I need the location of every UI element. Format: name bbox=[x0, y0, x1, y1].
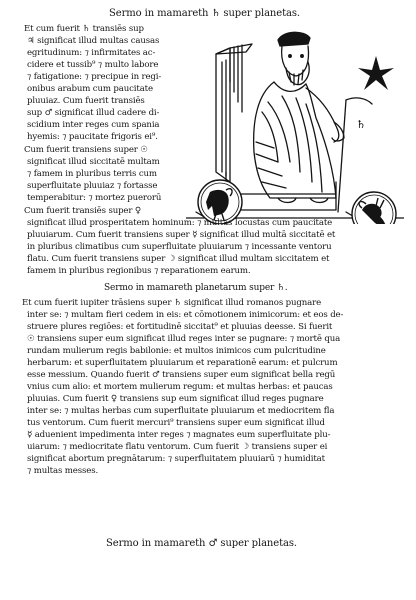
text-line: flatu. Cum fuerit transiens super ☽ significat illud multam siccitatem et bbox=[27, 254, 330, 264]
text-line: uiarum: ⁊ mediocritate flatu ventorum. Cum fuerit ☽ transiens super ei bbox=[27, 442, 328, 452]
section-subheading: Sermo in mamareth planetarum super ♄. bbox=[104, 283, 288, 293]
text-line: herbarum: et superfluitatem pluuiarum et reparationē earum: et pulcrum bbox=[27, 358, 338, 368]
text-line: significat illud siccitatē multam bbox=[27, 157, 160, 167]
text-line: temperabitur: ⁊ mortez puerorū bbox=[27, 193, 162, 203]
text-line: onibus arabum cum paucitate bbox=[27, 84, 153, 94]
text-line: sup ♂ significat illud cadere di- bbox=[27, 108, 160, 118]
text-line: Et cum fuerit iupiter trāsiens super ♄ significat illud romanos pugnare bbox=[22, 298, 322, 308]
text-line: Cum fuerit transiens super ☉ bbox=[24, 145, 148, 155]
text-line: ☿ aduenient impedimenta inter reges ⁊ magnates eum superfluitate plu- bbox=[27, 430, 331, 440]
woodcut-illustration bbox=[186, 22, 404, 224]
text-line: significat abortum pregnātarum: ⁊ superfluitatem pluuiarū ⁊ humiditat bbox=[27, 454, 325, 464]
text-line: Cum fuerit transiēs super ♀ bbox=[24, 206, 142, 216]
text-line: vnius cum alio: et mortem mulierum regum: et multas herbas: et paucas bbox=[27, 382, 333, 392]
text-line: scidium inter reges cum spania bbox=[27, 120, 160, 130]
text-line: famem in pluribus regionibus ⁊ reparationem earum. bbox=[27, 266, 251, 276]
text-line: ☉ transiens super eum significat illud reges inter se pugnare: ⁊ mortē qua bbox=[27, 334, 341, 344]
text-line: in pluribus climatibus cum superfluitate pluuiarum ⁊ incessante ventoru bbox=[27, 242, 332, 252]
text-line: superfluitate pluuiaz ⁊ fortasse bbox=[27, 181, 158, 191]
text-line: cidere et tussib⁹ ⁊ multo labore bbox=[27, 60, 159, 70]
text-line: rundam mulierum regis babilonie: et multos inimicos cum pulcritudine bbox=[27, 346, 326, 356]
scythe-icon bbox=[338, 100, 346, 212]
text-line: Et cum fuerit ♄ transiēs sup bbox=[24, 24, 144, 34]
star-icon bbox=[358, 56, 394, 90]
page-footer-heading: Sermo in mamareth ♂ super planetas. bbox=[106, 538, 297, 549]
text-line: ⁊ fatigatione: ⁊ precipue in regi- bbox=[27, 72, 162, 82]
text-line: hyemis: ⁊ paucitate frigoris ei⁹. bbox=[27, 132, 158, 142]
page-heading: Sermo in mamareth ♄ super planetas. bbox=[109, 8, 300, 19]
text-line: significat illud prosperitatem hominum: ⁊ multas locustas cum paucitate bbox=[27, 218, 333, 228]
text-line: pluuias. Cum fuerit ♀ transiens sup eum significat illud reges pugnare bbox=[27, 394, 324, 404]
saturn-symbol-label: ♄ bbox=[356, 118, 366, 131]
text-line: ⁊ multas messes. bbox=[27, 466, 99, 476]
text-line: inter se: ⁊ multam fieri cedem in eis: et cōmotionem inimicorum: et eos de- bbox=[27, 310, 344, 320]
text-line: pluuiarum. Cum fuerit transiens super ☿ significat illud multā siccitatē et bbox=[27, 230, 336, 240]
text-line: pluuiaz. Cum fuerit transiēs bbox=[27, 96, 145, 106]
text-line: struere plures regiōes: et fortitudinē siccitat⁹ et pluuias deesse. Si fuerit bbox=[27, 322, 333, 332]
text-line: inter se: ⁊ multas herbas cum superfluitate pluuiarum et mediocritem fla bbox=[27, 406, 335, 416]
text-line: egritudinum: ⁊ infirmitates ac- bbox=[27, 48, 156, 58]
capricorn-roundel-icon bbox=[352, 192, 396, 224]
text-line: ⁊ famem in pluribus terris cum bbox=[27, 169, 157, 179]
text-line: esse messium. Quando fuerit ♂ transiens super eum significat bella regū bbox=[27, 370, 336, 380]
text-line: ♃ significat illud multas causas bbox=[27, 36, 160, 46]
text-line: tus ventorum. Cum fuerit mercuri⁹ transiens super eum significat illud bbox=[27, 418, 325, 428]
